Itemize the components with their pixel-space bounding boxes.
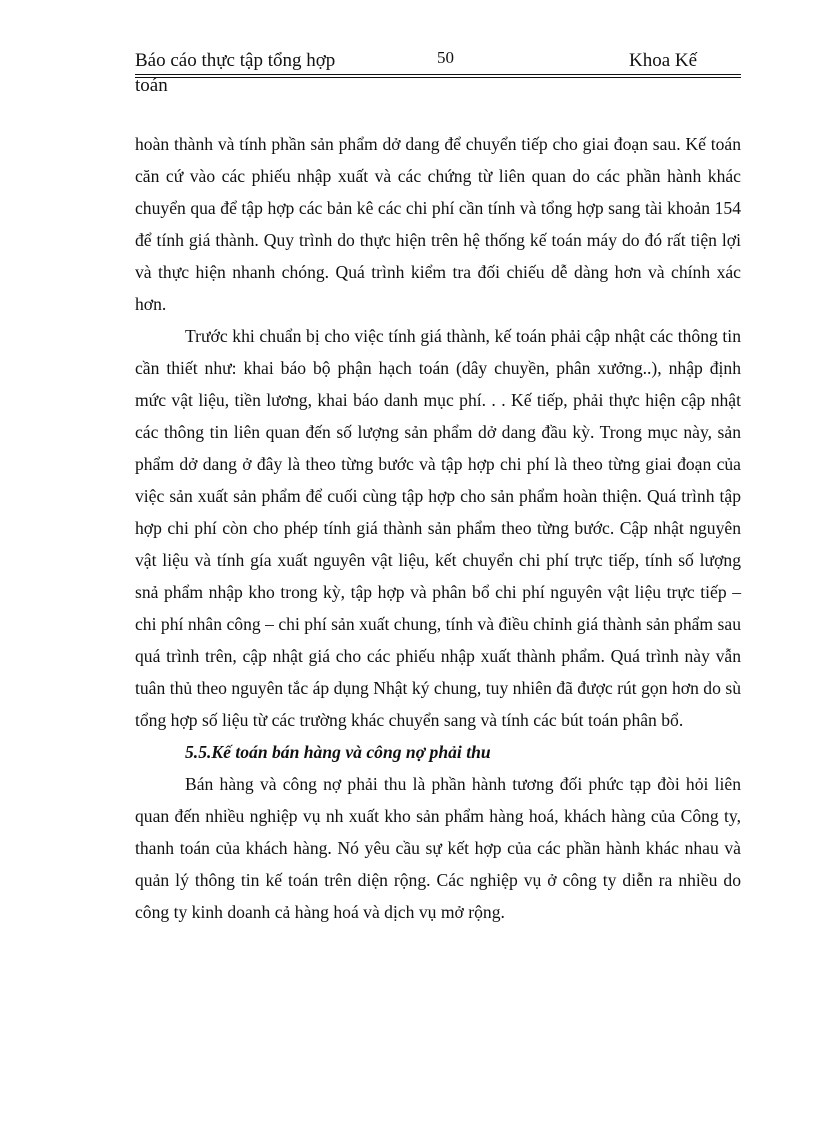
header-department: Khoa Kế bbox=[629, 50, 698, 71]
paragraph-sales-receivables: Bán hàng và công nợ phải thu là phần hành tương đối phức tạp đòi hỏi liên quan đến nhiều nghiệp vụ nh xuất kho sản phẩm hàng hoá, khách hàng của Công ty, thanh toán của khách hàng. Nó yêu cầu sự kết hợp của các phần hành khác nhau và quản lý thông tin kế toán trên diện rộng. Các nghiệp vụ ở công ty diễn ra nhiều do công ty kinh doanh cả hàng hoá và dịch vụ mở rộng. bbox=[135, 774, 741, 922]
paragraph-continuation: hoàn thành và tính phần sản phẩm dở dang để chuyển tiếp cho giai đoạn sau. Kế toán căn cứ vào các phiếu nhập xuất và các chứng từ liên quan do các phần hành khác chuyển qua để tập hợp các bản kê các chi phí cần tính và tổng hợp sang tài khoản 154 để tính giá thành. Quy trình do thực hiện trên hệ thống kế toán máy do đó rất tiện lợi và thực hiện nhanh chóng. Quá trình kiểm tra đối chiếu dễ dàng hơn và chính xác hơn. bbox=[135, 134, 741, 314]
document-body bbox=[135, 128, 741, 928]
paragraph-costing-preparation: Trước khi chuẩn bị cho việc tính giá thành, kế toán phải cập nhật các thông tin cần thiết như: khai báo bộ phận hạch toán (dây chuyền, phân xưởng..), nhập định mức vật liệu, tiền lương, khai báo danh mục phí. . . Kế tiếp, phải thực hiện cập nhật các thông tin liên quan đến số lượng sản phẩm dở dang đầu kỳ. Trong mục này, sản phẩm dở dang ở đây là theo từng bước và tập hợp chi phí là theo từng giai đoạn của việc sản xuất sản phẩm để cuối cùng tập hợp cho sản phẩm hoàn thiện. Quá trình tập hợp chi phí còn cho phép tính giá thành sản phẩm theo từng bước. Cập nhật nguyên vật liệu và tính gía xuất nguyên vật liệu, kết chuyển chi phí trực tiếp, tính số lượng snả phẩm nhập kho trong kỳ, tập hợp và phân bổ chi phí nguyên vật liệu trực tiếp – chi phí nhân công – chi phí sản xuất chung, tính và điều chỉnh giá thành sản phẩm sau quá trình trên, cập nhật giá cho các phiếu nhập xuất thành phẩm. Quá trình này vẫn tuân thủ theo nguyên tắc áp dụng Nhật ký chung, tuy nhiên đã được rút gọn hơn do sù tổng hợp số liệu từ các trường khác chuyển sang và tính các bút toán phân bổ. bbox=[135, 326, 741, 730]
page-header bbox=[135, 48, 741, 75]
page-number: 50 bbox=[437, 48, 454, 67]
header-department-wrap: toán bbox=[135, 75, 168, 96]
section-heading: 5.5.Kế toán bán hàng và công nợ phải thu bbox=[185, 742, 491, 762]
header-report-title: Báo cáo thực tập tổng hợp bbox=[135, 50, 336, 71]
